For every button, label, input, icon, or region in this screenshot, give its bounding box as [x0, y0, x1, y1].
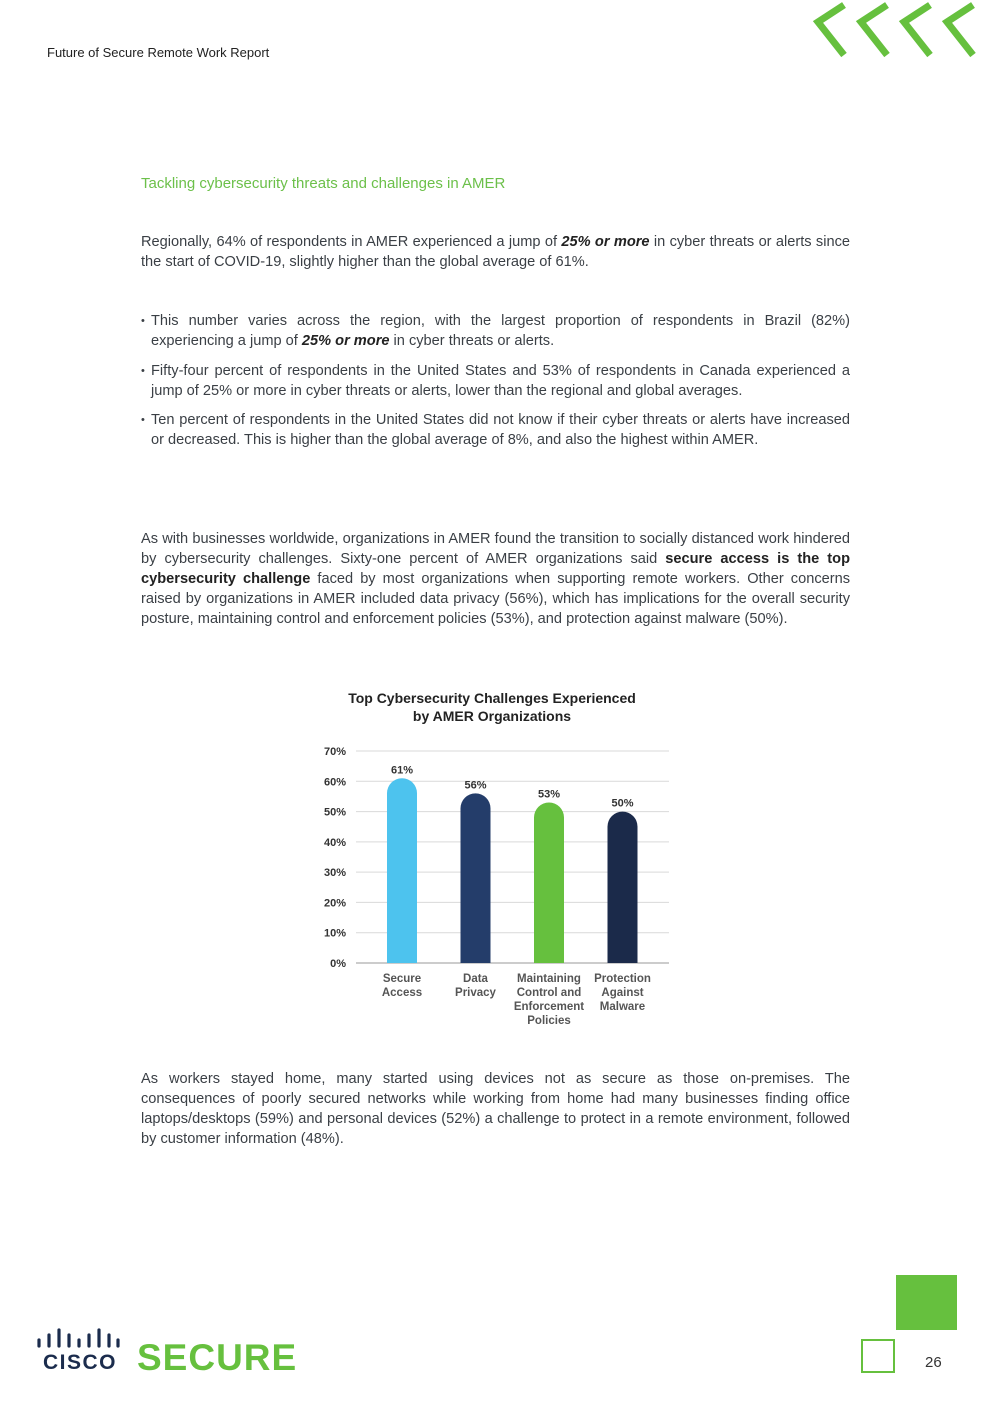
- chart-category-label: Secure: [382, 973, 422, 985]
- decorative-green-square: [896, 1275, 957, 1330]
- chart-category-label: Enforcement: [513, 1001, 585, 1013]
- chart-bars: [387, 778, 638, 963]
- chart-title-line: by AMER Organizations: [412, 708, 572, 724]
- chart-category-label: Malware: [599, 1001, 646, 1013]
- bullet-list: [141, 311, 850, 460]
- report-title: Future of Secure Remote Work Report: [47, 45, 270, 60]
- chart-y-tick-label: 10%: [323, 927, 346, 940]
- paragraph-challenges: As with businesses worldwide, organizations in AMER found the transition to socially distanced work hindered by cybersecurity challenges. Sixty-one percent of AMER organizations said secure access is the top cybersecurity challenge faced by most organizations when supporting remote workers. Other concerns raised by organizations in AMER included data privacy (56%), which has implications for the overall security posture, maintaining control and enforcement policies (53%), and protection against malware (50%).: [141, 531, 851, 627]
- chart-title: [348, 690, 636, 724]
- chart-y-axis: [324, 746, 346, 970]
- chart-x-axis: [382, 973, 651, 1027]
- cisco-bars-icon: [36, 1328, 120, 1350]
- chart-value-label: 56%: [464, 779, 487, 792]
- chart-y-tick-label: 50%: [323, 806, 346, 819]
- chart-bar: [608, 812, 638, 963]
- paragraph-devices: As workers stayed home, many started using devices not as secure as those on-premises. The consequences of poorly secured networks while working from home had many businesses finding office laptops/desktops (59%) and personal devices (52%) a challenge to protect in a remote environment, followed by customer information (48%).: [141, 1071, 850, 1147]
- chart-category-label: Data: [463, 973, 488, 985]
- chart-y-tick-label: 20%: [323, 897, 346, 910]
- bullet-item-brazil: • This number varies across the region, with the largest proportion of respondents in Brazil (82%) experiencing a jump of 25% or more in cyber threats or alerts.: [141, 311, 850, 351]
- chevron-decoration-icon: [802, 0, 992, 62]
- secure-logo-text: SECURE: [137, 1337, 298, 1378]
- cisco-logo-text: CISCO: [43, 1351, 118, 1374]
- chart-bar: [461, 793, 491, 963]
- chart-y-tick-label: 30%: [323, 867, 346, 880]
- chart-category-label: Policies: [527, 1015, 571, 1027]
- chart-y-tick-label: 70%: [323, 746, 346, 758]
- chart-title-line: Top Cybersecurity Challenges Experienced: [348, 690, 636, 706]
- chart-y-tick-label: 60%: [323, 776, 346, 789]
- chart-category-label: Protection: [594, 973, 651, 985]
- bullet-item-us-canada: • Fifty-four percent of respondents in the United States and 53% of respondents in Canada experienced a jump of 25% or more in cyber threats or alerts, lower than the regional and global averages.: [141, 361, 850, 401]
- chart-bar: [534, 802, 564, 963]
- chart-value-labels: [391, 764, 634, 809]
- decorative-outline-square: [861, 1339, 895, 1373]
- chart-value-label: 53%: [537, 788, 561, 801]
- chart-category-label: Privacy: [455, 987, 496, 999]
- chart-y-tick-label: 0%: [330, 958, 346, 970]
- bullet-item-us-unknown: • Ten percent of respondents in the United States did not know if their cyber threats or alerts have increased or decreased. This is higher than the global average of 8%, and also the highest within AMER.: [141, 410, 850, 450]
- section-heading: Tackling cybersecurity threats and challenges in AMER: [141, 175, 506, 192]
- page-number: 26: [925, 1354, 942, 1371]
- chart-category-label: Maintaining: [517, 973, 581, 985]
- paragraph-regional-threats: Regionally, 64% of respondents in AMER experienced a jump of 25% or more in cyber threats or alerts since the start of COVID-19, slightly higher than the global average of 61%.: [141, 234, 850, 270]
- chart-value-label: 50%: [611, 797, 634, 810]
- chart-y-tick-label: 40%: [323, 836, 346, 849]
- chart-category-label: Control and: [516, 987, 582, 999]
- chart-bar: [387, 778, 417, 963]
- chart-category-label: Against: [601, 987, 644, 999]
- chart-category-label: Access: [381, 987, 423, 999]
- bar-chart: [300, 680, 700, 1035]
- chart-value-label: 61%: [390, 764, 414, 777]
